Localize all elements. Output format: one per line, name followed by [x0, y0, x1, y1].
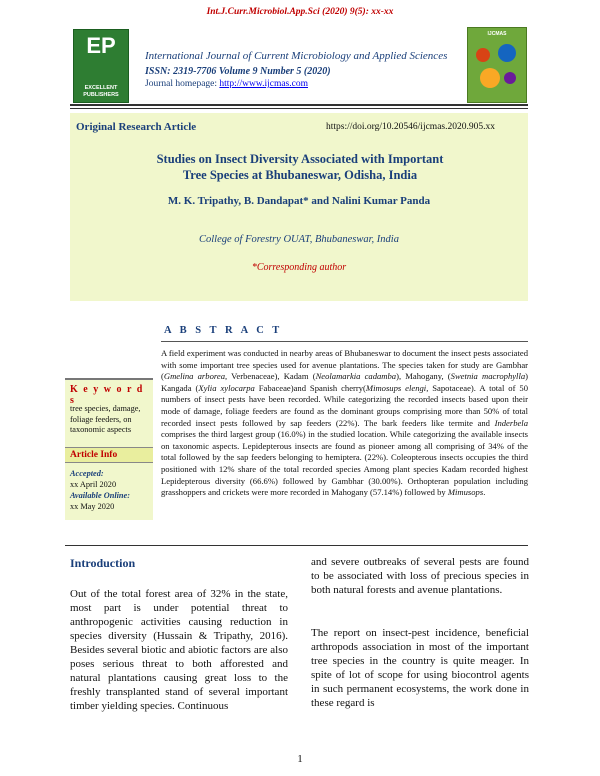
accepted-value: xx April 2020 [70, 480, 117, 489]
journal-cover-image [467, 27, 527, 103]
affiliation: College of Forestry OUAT, Bhubaneswar, India [199, 234, 399, 245]
article-type: Original Research Article [76, 121, 197, 133]
introduction-heading: Introduction [70, 556, 136, 570]
issn-line: ISSN: 2319-7706 Volume 9 Number 5 (2020) [145, 66, 331, 77]
journal-homepage [145, 79, 308, 89]
available-label: Available Online: [70, 491, 130, 500]
homepage-link[interactable]: http://www.ijcmas.com [219, 79, 308, 89]
cover-blob-3 [480, 68, 500, 88]
page-number: 1 [297, 753, 303, 765]
header-rule-thin [70, 108, 528, 109]
abstract-rule [161, 341, 528, 342]
publisher-logo [73, 29, 129, 103]
article-sidebar [65, 378, 153, 520]
cover-blob-4 [504, 72, 516, 84]
publisher-logo-letters: EP [86, 33, 116, 58]
title-line-1: Studies on Insect Diversity Associated with Important [156, 152, 444, 166]
authors: M. K. Tripathy, B. Dandapat* and Nalini Kumar Panda [167, 195, 431, 207]
intro-column-2-para-1: and severe outbreaks of several pests are found to be associated with loss of precious species in both natural forests and avenue plantations. [311, 556, 529, 596]
abstract-heading: A B S T R A C T [164, 325, 283, 336]
doi-link[interactable]: https://doi.org/10.20546/ijcmas.2020.905.xx [326, 122, 495, 132]
corresponding-author: *Corresponding author [251, 262, 347, 273]
journal-cover-title: IJCMAS [487, 31, 507, 37]
accepted-label: Accepted: [70, 469, 104, 478]
title-line-2: Tree Species at Bhubaneswar, Odisha, India [182, 168, 418, 182]
cover-blob-2 [498, 44, 516, 62]
intro-column-1: Out of the total forest area of 32% in the state, most part is under potential threat to anthropogenic activities causing reduction in species diversity (Hussain & Tripathy, 2016). Besides several biotic and abiotic factors are also poses serious threat to both afforested and natural plantations causing great loss to the freshly transplanted stand of several important timber yielding species. Continuous [70, 588, 288, 712]
homepage-label: Journal homepage: [145, 79, 218, 89]
abstract-body: A field experiment was conducted in nearby areas of Bhubaneswar to document the insect pests associated with some important tree species used for avenue plantations. The species taken for study are Gambhar (Gmelina arborea, Verbenaceae), Kadam (Neolamarkia cadamba), Mahogany, (Swetnia macrophylla) Kangada (Xylia xylocarpa Fabaceae)and Spanish cherry(Mimosups elengi, Sapotaceae). A total of 50 numbers of insect pests have been recorded. While categorizing the recorded insects based upon their mode of damage, foliage feeders are found as the dominant groups comprising more than 50% of total recorded insect pests followed by sap feeders (22%). The bark feeders like termite and Inderbela comprises the third largest group (16.0%) in the studied location. While categorizing the available insects on taxonomic aspects. Lepidepterous insects are found as pioneer among all comprising of 34% of the total followed by the sap feeders belonging to hemiptera. (22%). Coleopterous insects occupies the third positioned with 12% share of the total recorded species Among plant species Kadam recorded highest Lepidepterous diversity (66.6%) followed by Gambhar (30.00%). Orthopteran population including grasshoppers and crickets were more recorded in Mahogany (57.14%) followed by Mimusops. [161, 348, 529, 498]
abstract-bottom-rule [65, 545, 528, 546]
journal-name: International Journal of Current Microbiology and Applied Sciences [145, 50, 448, 62]
article-title [110, 151, 490, 183]
intro-column-2-para-2: The report on insect-pest incidence, beneficial arthropods association in most of the important tree species in the country is quite meager. In spite of lot of scope for using biocontrol agents in such permanent ecosystems, the work done in these regard is [311, 627, 529, 709]
article-info-heading: Article Info [70, 450, 118, 460]
publisher-logo-text: EXCELLENT PUBLISHERS [83, 85, 119, 98]
keywords-list: tree species, damage, foliage feeders, on taxonomic aspects [70, 404, 141, 434]
running-header: Int.J.Curr.Microbiol.App.Sci (2020) 9(5): xx-xx [206, 7, 394, 17]
cover-blob-1 [476, 48, 490, 62]
header-rule-thick [70, 104, 528, 106]
available-value: xx May 2020 [70, 502, 115, 511]
keywords-heading: K e y w o r d s [70, 384, 144, 406]
